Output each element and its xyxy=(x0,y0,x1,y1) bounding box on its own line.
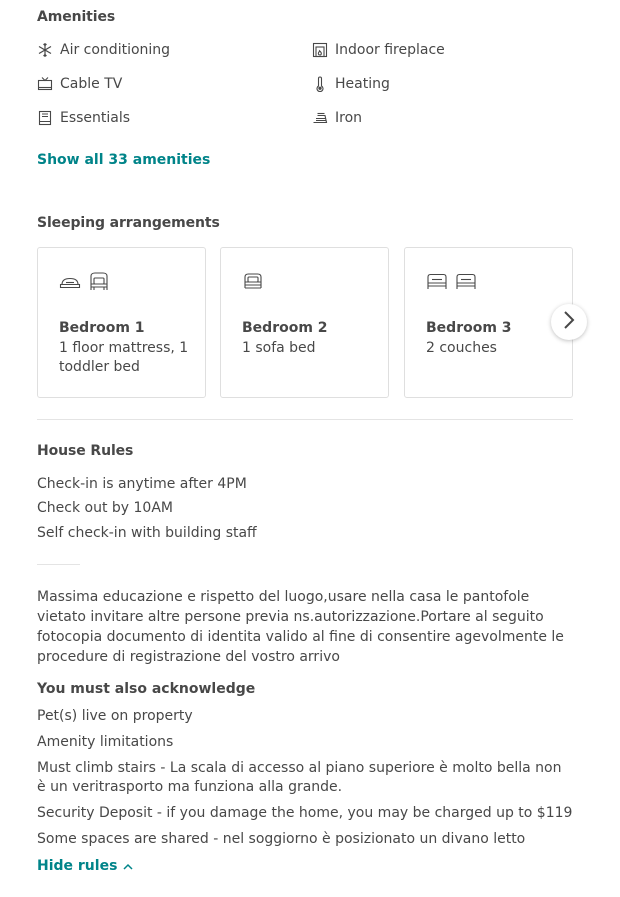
next-bedrooms-button[interactable] xyxy=(551,304,587,340)
acknowledge-item: Pet(s) live on property xyxy=(37,708,193,724)
house-rules-title: House Rules xyxy=(37,443,134,459)
amenity-label: Air conditioning xyxy=(60,42,171,58)
sleeping-arrangements-title: Sleeping arrangements xyxy=(37,215,220,231)
fireplace-icon xyxy=(312,42,328,58)
house-rules-description: Massima educazione e rispetto del luogo,usare nella casa le pantofole vietato invitare altre persone previa ns.autorizzazione.Portare al seguito fotocopia documento di identita valido al fine di consentire agevolmente le procedure di registrazione del vostro arrivo xyxy=(37,589,564,665)
hide-rules-link[interactable] xyxy=(37,858,133,874)
bedroom-card-1 xyxy=(37,247,206,398)
sofa-bed-icon xyxy=(242,270,264,296)
toddler-bed-icon xyxy=(88,270,110,296)
section-divider xyxy=(37,419,573,420)
amenity-essentials xyxy=(37,110,130,126)
thermometer-icon xyxy=(312,76,328,92)
amenity-label: Indoor fireplace xyxy=(335,42,445,58)
amenity-cable-tv xyxy=(37,76,122,92)
amenities-title: Amenities xyxy=(37,9,116,25)
amenity-label: Cable TV xyxy=(60,76,123,92)
amenity-heating xyxy=(312,76,390,92)
amenity-air-conditioning xyxy=(37,42,170,58)
bedroom-description: 1 floor mattress, 1 toddler bed xyxy=(59,340,189,375)
amenity-indoor-fireplace xyxy=(312,42,445,58)
snowflake-icon xyxy=(37,42,53,58)
rule-checkout: Check out by 10AM xyxy=(37,500,173,516)
amenity-iron xyxy=(312,110,362,126)
couch-icon xyxy=(426,270,448,296)
bedroom-card-3 xyxy=(404,247,573,398)
chevron-right-icon xyxy=(561,310,577,334)
amenity-label: Heating xyxy=(335,76,390,92)
bedroom-card-2 xyxy=(220,247,389,398)
bedroom-name: Bedroom 3 xyxy=(426,320,512,336)
bedroom-name: Bedroom 2 xyxy=(242,320,328,336)
tv-icon xyxy=(37,76,53,92)
acknowledge-item: Amenity limitations xyxy=(37,734,174,750)
acknowledge-item: Security Deposit - if you damage the home, you may be charged up to $119 xyxy=(37,805,573,821)
floor-mattress-icon xyxy=(59,270,81,296)
essentials-icon xyxy=(37,110,53,126)
show-all-amenities-link[interactable]: Show all 33 amenities xyxy=(37,152,211,168)
rule-self-checkin: Self check-in with building staff xyxy=(37,525,257,541)
acknowledge-title: You must also acknowledge xyxy=(37,681,256,697)
amenity-label: Essentials xyxy=(60,110,131,126)
bedroom-description: 1 sofa bed xyxy=(242,340,316,356)
chevron-up-icon xyxy=(123,863,133,870)
amenity-label: Iron xyxy=(335,110,363,126)
hide-rules-label: Hide rules xyxy=(37,858,118,874)
acknowledge-item: Must climb stairs - La scala di accesso al piano superiore è molto bella non è un veritrasporto ma funziona alla grande. xyxy=(37,760,562,795)
rule-checkin: Check-in is anytime after 4PM xyxy=(37,476,247,492)
iron-icon xyxy=(312,110,328,126)
bedroom-description: 2 couches xyxy=(426,340,497,356)
couch-icon xyxy=(455,270,477,296)
rules-divider xyxy=(37,564,80,565)
acknowledge-item: Some spaces are shared - nel soggiorno è posizionato un divano letto xyxy=(37,831,526,847)
bedroom-name: Bedroom 1 xyxy=(59,320,145,336)
